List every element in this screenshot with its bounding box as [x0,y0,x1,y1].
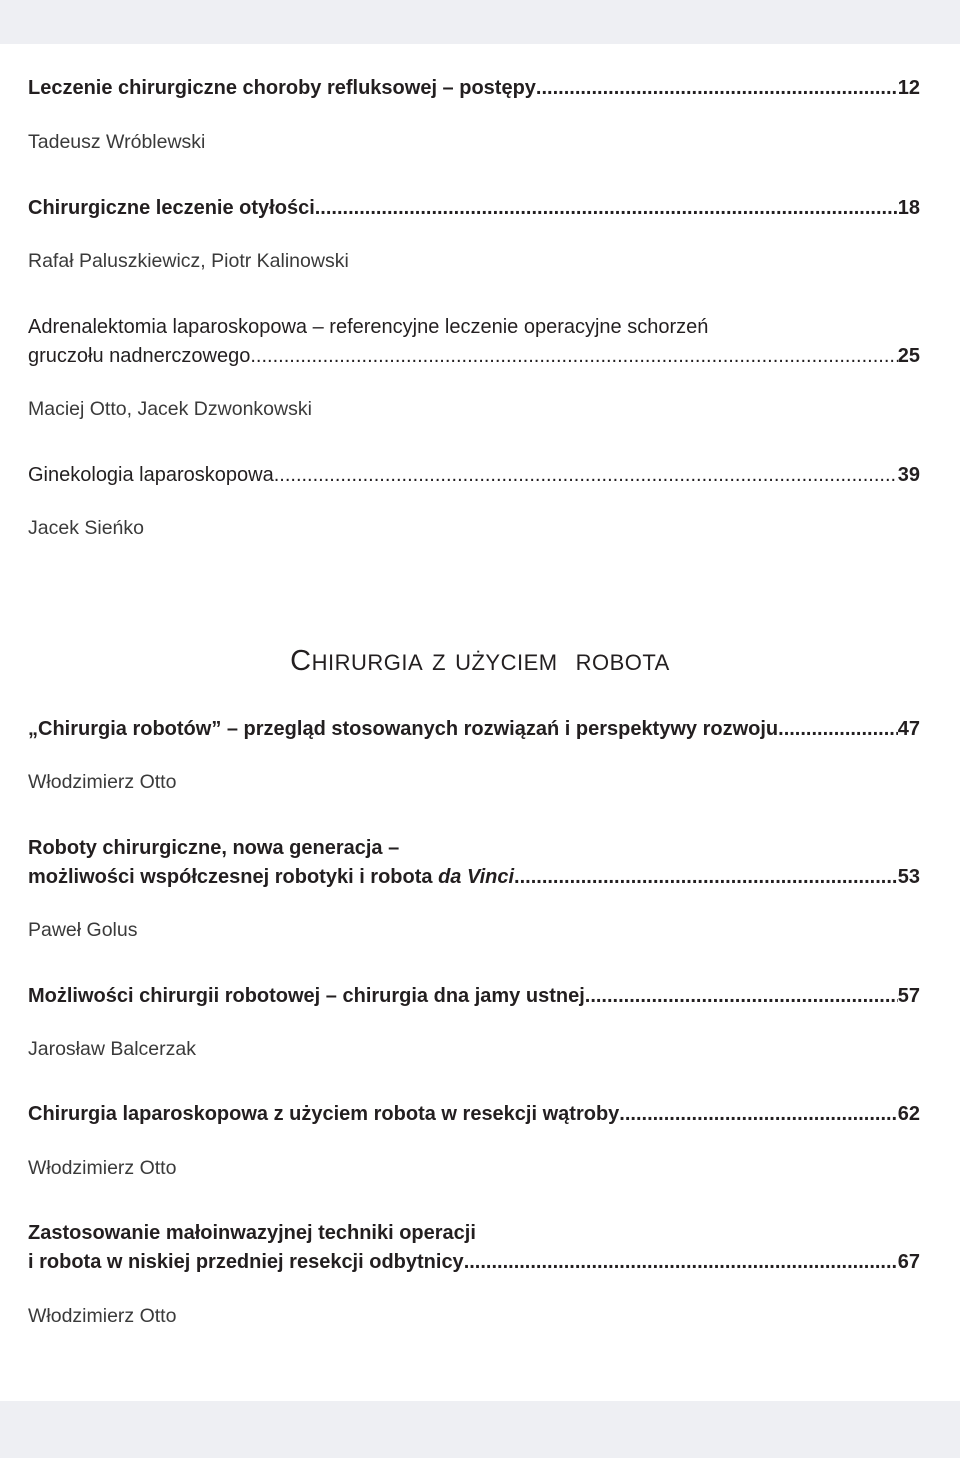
toc-entry-author: Jacek Sieńko [28,517,144,539]
toc-entry-page: 67 [897,1251,920,1273]
toc-entry-robot-surgery[interactable] [28,715,920,744]
toc-entry-title-line1[interactable]: Adrenalektomia laparoskopowa – referencyjne leczenie operacyjne schorzeń [28,316,709,338]
toc-entry-page: 18 [897,197,920,219]
toc-entry-title-line1[interactable]: Zastosowanie małoinwazyjnej techniki operacji [28,1222,476,1244]
toc-entry-reflux[interactable] [28,74,920,103]
toc-entry-obesity[interactable] [28,194,920,223]
toc-entry-title: Możliwości chirurgii robotowej – chirurgia dna jamy ustnej [28,985,585,1007]
toc-entry-page: 39 [897,464,920,486]
toc-entry-oral-floor[interactable] [28,982,920,1011]
toc-entry-page: 47 [897,718,920,740]
toc-entry-adrenalectomy[interactable] [28,342,920,371]
leader-dots [514,863,898,892]
leader-dots [778,715,898,744]
toc-entry-title-line1[interactable]: Roboty chirurgiczne, nowa generacja – [28,837,400,859]
leader-dots [619,1100,897,1129]
toc-entry-author: Maciej Otto, Jacek Dzwonkowski [28,398,312,420]
toc-entry-title: Ginekologia laparoskopowa [28,464,274,486]
toc-entry-page: 12 [897,77,920,99]
toc-entry-author: Jarosław Balcerzak [28,1038,196,1060]
toc-entry-title: Chirurgiczne leczenie otyłości [28,197,315,219]
toc-entry-page: 62 [897,1103,920,1125]
toc-entry-page: 25 [897,345,920,367]
bottom-band [0,1401,960,1458]
toc-entry-rectal-resection[interactable] [28,1248,920,1277]
toc-entry-author: Rafał Paluszkiewicz, Piotr Kalinowski [28,250,349,272]
toc-entry-author: Paweł Golus [28,919,138,941]
leader-dots [274,461,898,490]
toc-entry-title-line2: i robota w niskiej przedniej resekcji odbytnicy [28,1251,464,1273]
toc-entry-new-generation[interactable] [28,863,920,892]
leader-dots [464,1248,898,1277]
toc-entry-title: Chirurgia laparoskopowa z użyciem robota w resekcji wątroby [28,1103,620,1125]
toc-entry-title: Leczenie chirurgiczne choroby refluksowej – postępy [28,77,536,99]
toc-entry-gynecology[interactable] [28,461,920,490]
toc-entry-title-line2: możliwości współczesnej robotyki i robota da Vinci [28,866,515,888]
toc-entry-author: Tadeusz Wróblewski [28,131,206,153]
toc-entry-page: 53 [897,866,920,888]
leader-dots [250,342,897,371]
toc-entry-author: Włodzimierz Otto [28,771,177,793]
leader-dots [315,194,898,223]
toc-entry-author: Włodzimierz Otto [28,1305,177,1327]
section-heading: CHIRURGIA Z UŻYCIEM ROBOTA [290,645,670,677]
leader-dots [536,74,898,103]
toc-entry-author: Włodzimierz Otto [28,1157,177,1179]
leader-dots [585,982,898,1011]
top-band [0,0,960,44]
toc-entry-title-line2: gruczołu nadnerczowego [28,345,251,367]
toc-entry-liver[interactable] [28,1100,920,1129]
toc-entry-page: 57 [897,985,920,1007]
toc-entry-title: „Chirurgia robotów” – przegląd stosowanych rozwiązań i perspektywy rozwoju [28,718,779,740]
